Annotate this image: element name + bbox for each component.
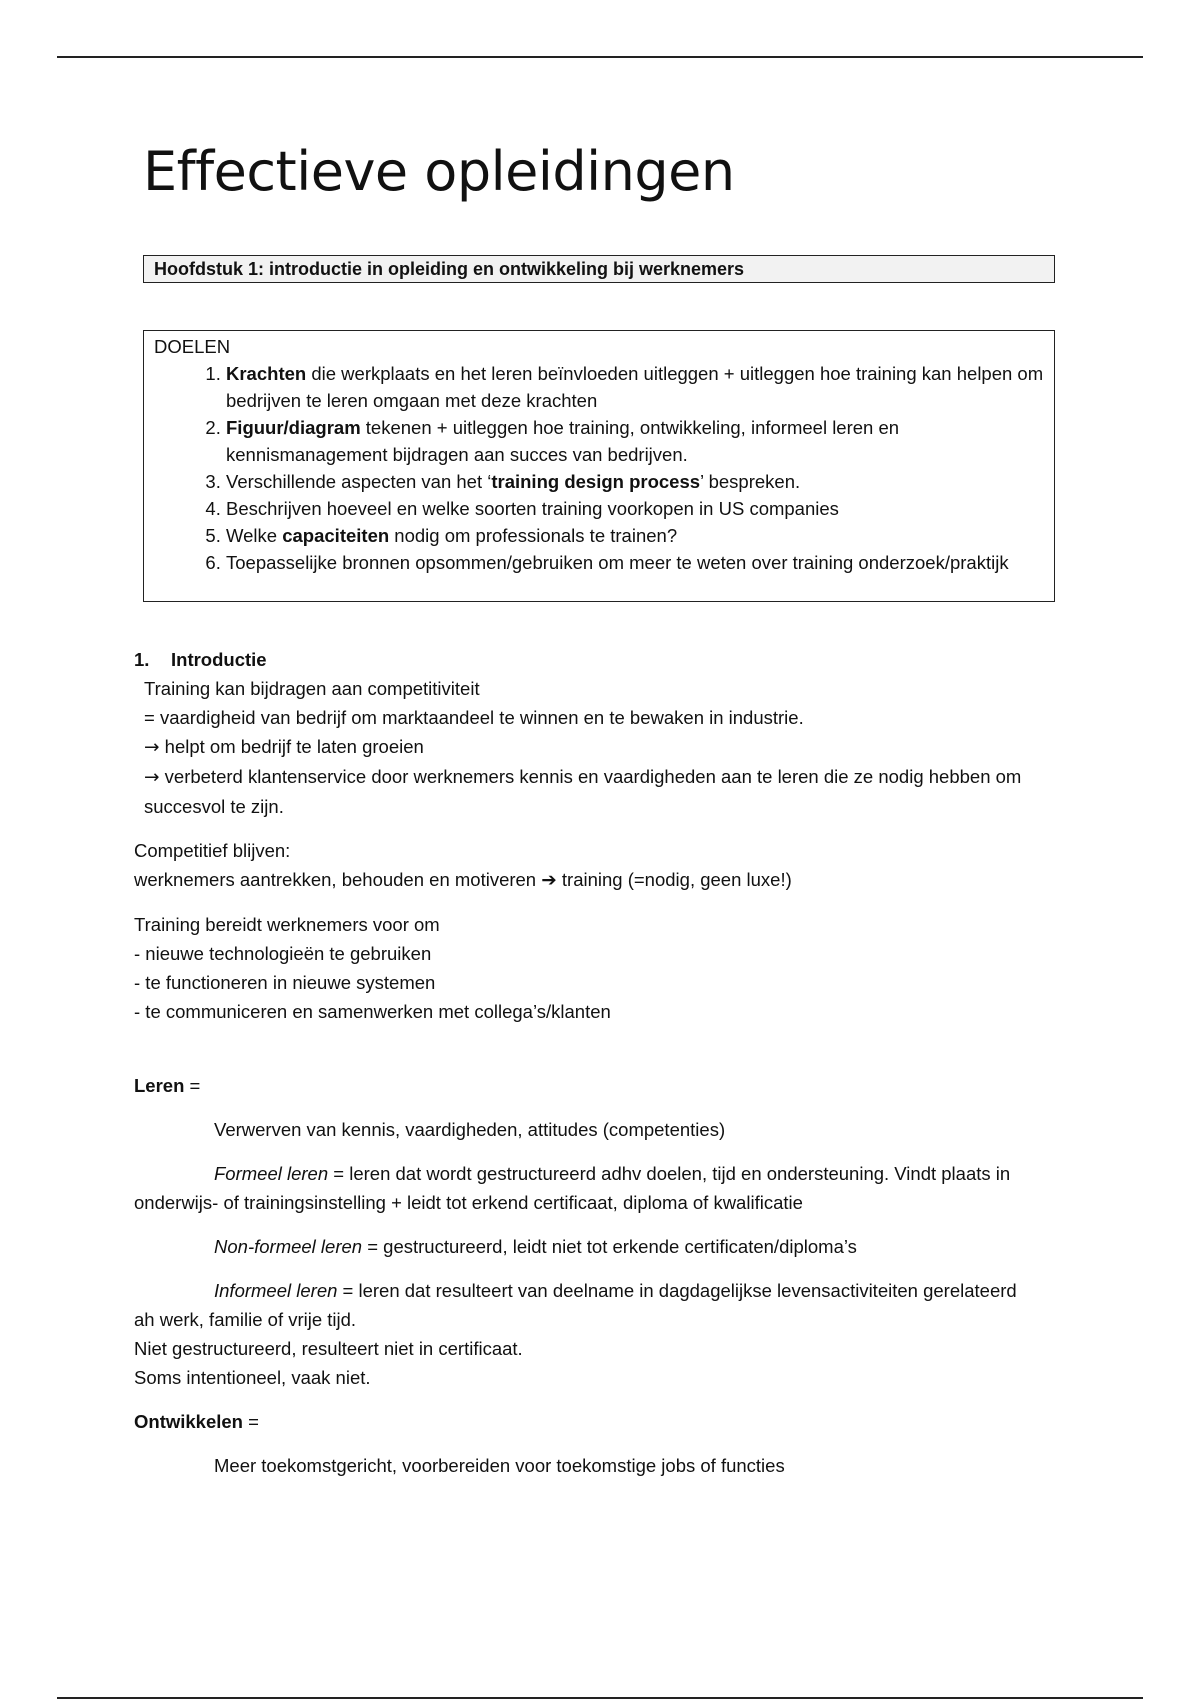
paragraph: → verbeterd klantenservice door werknemers kennis en vaardigheden aan te leren die ze nodig hebben om succesvol te zijn. — [144, 766, 1022, 817]
paragraph: werknemers aantrekken, behouden en motiveren ➔ training (=nodig, geen luxe!) — [134, 869, 792, 891]
paragraph: Training bereidt werknemers voor om — [134, 914, 440, 935]
paragraph: Training kan bijdragen aan competitiviteit — [144, 678, 480, 699]
section-heading — [134, 645, 1034, 674]
nonformal-learning: Non-formeel leren = gestructureerd, leidt niet tot erkende certificaten/diploma’s — [214, 1236, 857, 1257]
goal-item: 2. Figuur/diagram tekenen + uitleggen hoe training, ontwikkeling, informeel leren en kennismanagement bijdragen aan succes van bedrijven. — [226, 414, 1044, 468]
goal-item: 1. Krachten die werkplaats en het leren beïnvloeden uitleggen + uitleggen hoe training kan helpen om bedrijven te leren omgaan met deze krachten — [226, 360, 1044, 414]
list-item: - te communiceren en samenwerken met collega’s/klanten — [134, 1001, 611, 1022]
goals-box — [143, 330, 1055, 602]
paragraph: → helpt om bedrijf te laten groeien — [144, 736, 424, 758]
learning-definition: Verwerven van kennis, vaardigheden, attitudes (competenties) — [214, 1119, 726, 1140]
page-title: Effectieve opleidingen — [143, 140, 735, 203]
goal-item: 4. Beschrijven hoeveel en welke soorten training voorkopen in US companies — [226, 495, 1044, 522]
development-definition: Meer toekomstgericht, voorbereiden voor toekomstige jobs of functies — [214, 1455, 785, 1476]
informal-learning: Informeel leren = leren dat resulteert van deelname in dagdagelijkse levensactiviteiten gerelateerd ah werk, familie of vrije tijd. — [134, 1280, 1017, 1330]
goals-list — [154, 360, 1044, 576]
goals-heading: DOELEN — [154, 336, 231, 357]
arrow-right-icon: → — [144, 767, 160, 788]
chapter-heading-box — [143, 255, 1055, 283]
paragraph: Competitief blijven: — [134, 840, 291, 861]
arrow-right-icon: → — [144, 737, 160, 758]
list-item: - nieuwe technologieën te gebruiken — [134, 943, 432, 964]
chapter-heading: Hoofdstuk 1: introductie in opleiding en ontwikkeling bij werknemers — [154, 259, 745, 279]
paragraph: Niet gestructureerd, resulteert niet in certificaat. — [134, 1338, 523, 1359]
goal-item: 3. Verschillende aspecten van het ‘training design process’ bespreken. — [226, 468, 1044, 495]
goal-item: 5. Welke capaciteiten nodig om professionals te trainen? — [226, 522, 1044, 549]
header-rule — [57, 56, 1143, 58]
section-number: 1. — [134, 649, 150, 670]
development-term: Ontwikkelen = — [134, 1411, 259, 1432]
paragraph: Soms intentioneel, vaak niet. — [134, 1367, 371, 1388]
goal-item: 6. Toepasselijke bronnen opsommen/gebruiken om meer te weten over training onderzoek/praktijk — [226, 549, 1044, 576]
main-content — [134, 645, 1034, 1480]
section-title: Introductie — [171, 649, 267, 670]
list-item: - te functioneren in nieuwe systemen — [134, 972, 436, 993]
competitiveness-block — [134, 674, 1034, 821]
footer-rule — [57, 1697, 1143, 1699]
formal-learning: Formeel leren = leren dat wordt gestructureerd adhv doelen, tijd en ondersteuning. Vindt plaats in onderwijs- of trainingsinstelling + leidt tot erkend certificaat, diploma of kwalificatie — [134, 1163, 1011, 1213]
paragraph: = vaardigheid van bedrijf om marktaandeel te winnen en te bewaken in industrie. — [144, 707, 804, 728]
learning-term: Leren = — [134, 1075, 201, 1096]
bold-arrow-right-icon: ➔ — [541, 870, 557, 891]
